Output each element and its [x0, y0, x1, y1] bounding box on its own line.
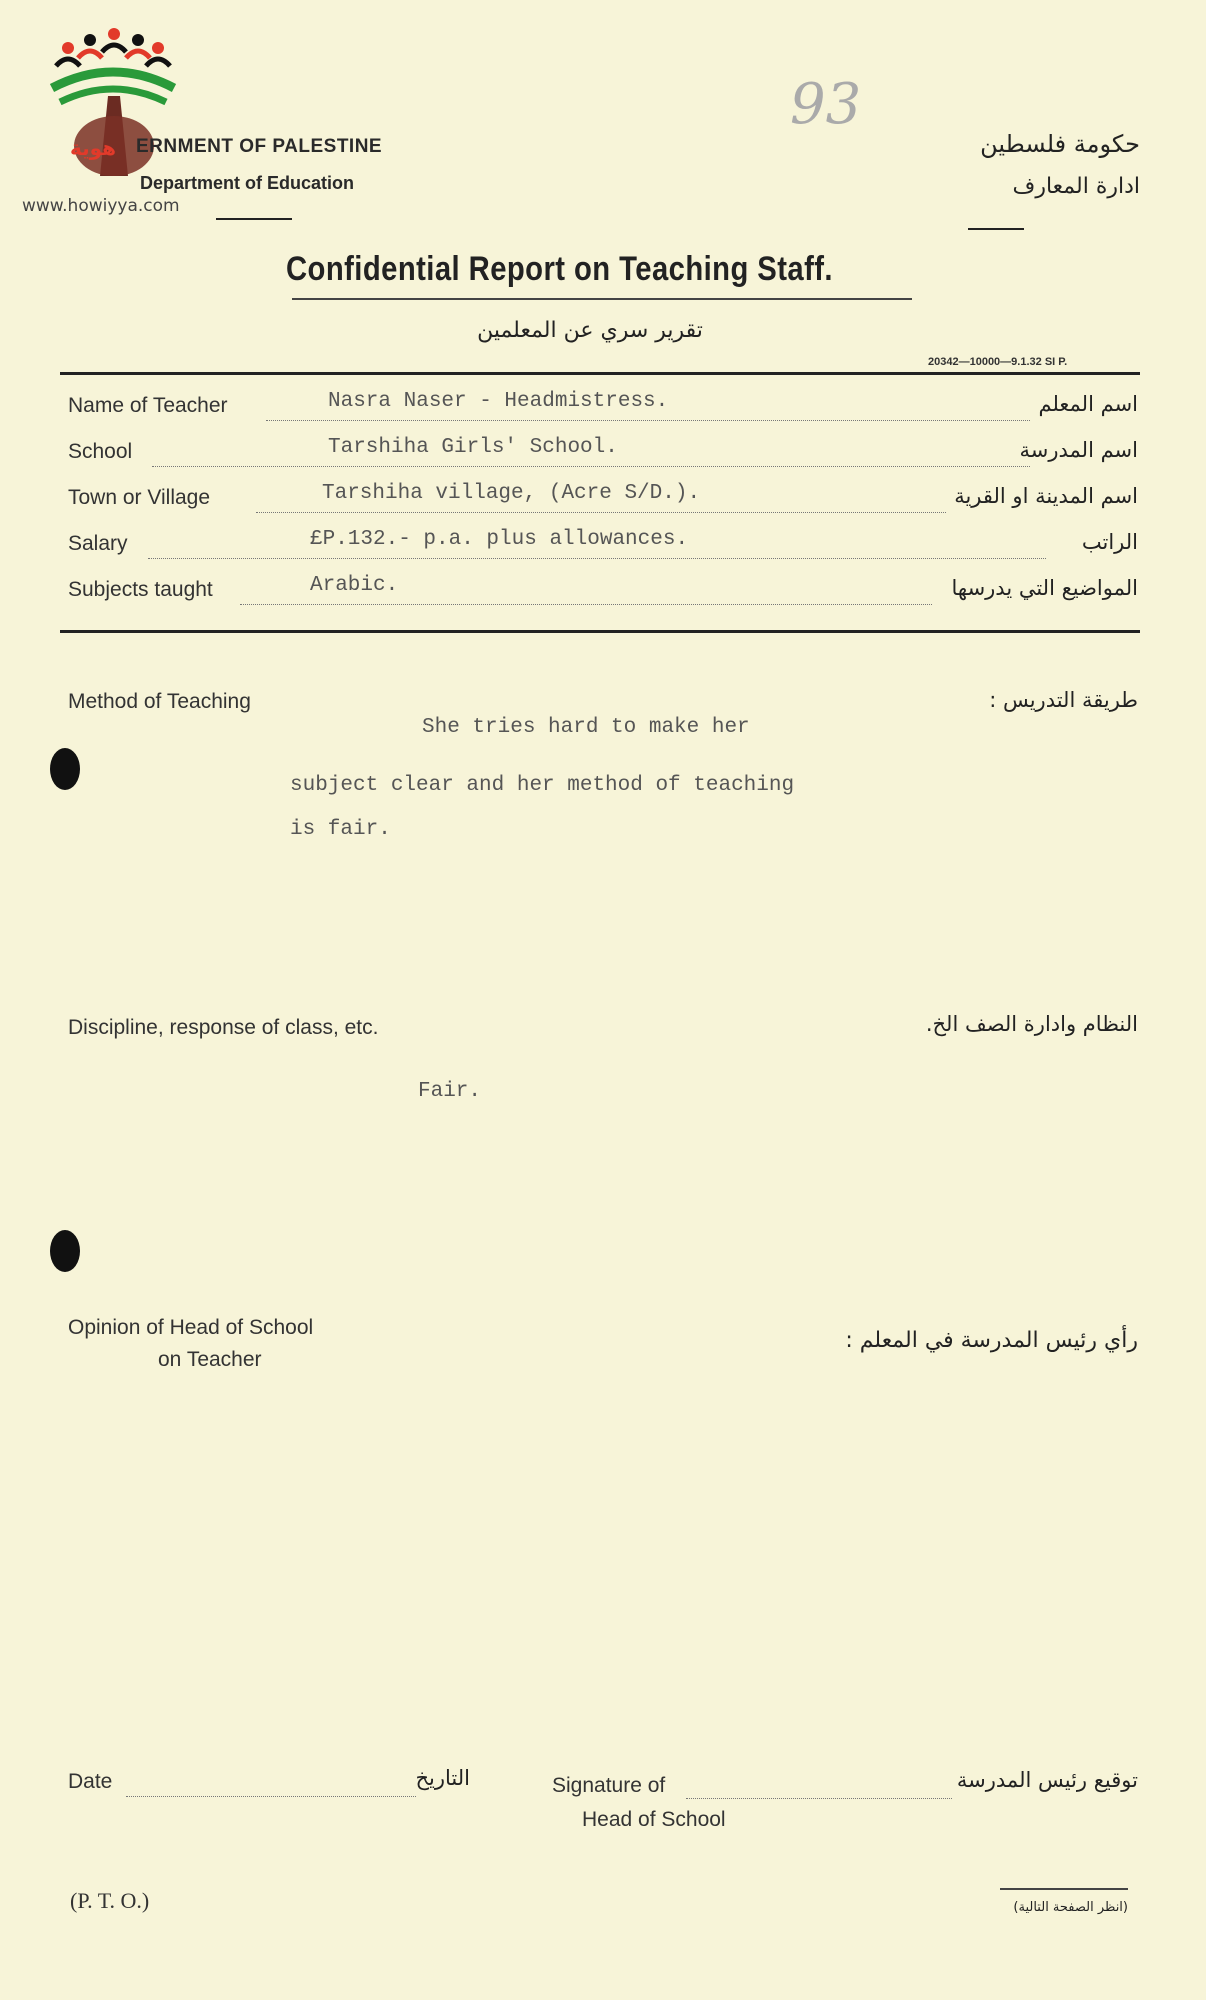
label-school: School — [68, 440, 133, 463]
label-method-of-teaching: Method of Teaching — [68, 690, 251, 713]
label-date: Date — [68, 1770, 113, 1793]
label-opinion-line-2: on Teacher — [158, 1348, 262, 1371]
header-underline-ar — [968, 228, 1024, 230]
form-code: 20342—10000—9.1.32 SI P. — [928, 356, 1068, 368]
value-teacher-name: Nasra Naser - Headmistress. — [328, 390, 669, 413]
value-salary: £P.132.- p.a. plus allowances. — [310, 528, 689, 551]
government-heading-ar: حكومة فلسطين — [980, 130, 1140, 158]
label-salary-ar: الراتب — [1081, 530, 1138, 554]
label-method-of-teaching-ar: طريقة التدريس : — [989, 688, 1138, 712]
method-line-3: is fair. — [290, 818, 391, 841]
field-row-salary — [0, 528, 1206, 568]
table-bottom-rule — [60, 630, 1140, 633]
label-discipline-ar: النظام وادارة الصف الخ. — [925, 1012, 1138, 1036]
title-underline — [292, 298, 912, 300]
page-number-handwritten: 93 — [790, 72, 862, 137]
label-opinion-line-1: Opinion of Head of School — [68, 1316, 314, 1339]
report-title-en: Confidential Report on Teaching Staff. — [286, 250, 833, 288]
header-underline-en — [216, 218, 292, 220]
department-heading-en: Department of Education — [140, 173, 355, 193]
field-row-school — [0, 436, 1206, 476]
binder-hole-bottom — [50, 1230, 80, 1272]
label-school-ar: اسم المدرسة — [1019, 438, 1138, 462]
table-top-rule — [60, 372, 1140, 375]
label-town-or-village-ar: اسم المدينة او القرية — [954, 484, 1138, 508]
label-name-of-teacher: Name of Teacher — [68, 394, 228, 417]
tree-people-logo-icon — [48, 26, 178, 186]
label-name-of-teacher-ar: اسم المعلم — [1038, 392, 1138, 416]
label-date-ar: التاريخ — [415, 1766, 470, 1790]
howiyya-logo — [48, 26, 178, 186]
watermark-site-url: www.howiyya.com — [22, 196, 180, 216]
pto-label-ar: (انظر الصفحة التالية) — [1013, 1900, 1128, 1915]
pto-ar-rule — [1000, 1888, 1128, 1890]
field-row-teacher — [0, 390, 1206, 430]
government-heading-en: ERNMENT OF PALESTINE — [136, 136, 383, 157]
label-signature-ar: توقيع رئيس المدرسة — [956, 1768, 1138, 1792]
label-discipline: Discipline, response of class, etc. — [68, 1016, 379, 1039]
method-line-2: subject clear and her method of teaching — [290, 774, 795, 797]
value-school: Tarshiha Girls' School. — [328, 436, 618, 459]
logo-arabic-text: هوية — [70, 136, 117, 160]
label-subjects-taught: Subjects taught — [68, 578, 213, 601]
label-signature-of: Signature of — [552, 1774, 666, 1797]
report-title-ar: تقرير سري عن المعلمين — [477, 318, 703, 343]
field-row-village — [0, 482, 1206, 522]
value-subjects: Arabic. — [310, 574, 399, 597]
label-town-or-village: Town or Village — [68, 486, 211, 509]
department-heading-ar: ادارة المعارف — [1012, 174, 1140, 199]
field-row-subjects — [0, 574, 1206, 614]
value-village: Tarshiha village, (Acre S/D.). — [322, 482, 701, 505]
binder-hole-top — [50, 748, 80, 790]
label-salary: Salary — [68, 532, 128, 555]
label-subjects-taught-ar: المواضيع التي يدرسها — [951, 576, 1138, 600]
method-line-1: She tries hard to make her — [422, 716, 750, 739]
pto-label: (P. T. O.) — [70, 1888, 150, 1913]
label-opinion-ar: رأي رئيس المدرسة في المعلم : — [845, 1328, 1138, 1353]
label-head-of-school: Head of School — [582, 1808, 726, 1831]
discipline-value: Fair. — [418, 1080, 482, 1103]
